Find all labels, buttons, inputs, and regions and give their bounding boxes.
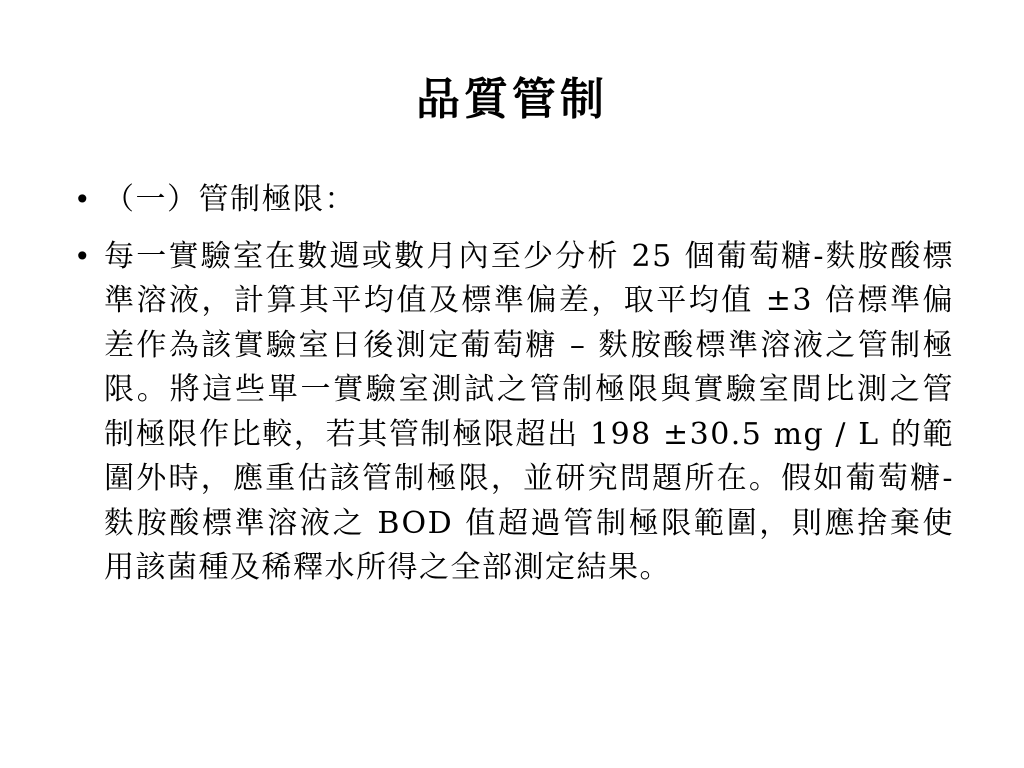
bullet-icon: • (74, 183, 93, 216)
bullet-item-procedure (70, 235, 970, 591)
bullet-text: 每一實驗室在數週或數月內至少分析 25 個葡萄糖-麩胺酸標準溶液，計算其平均值及標準偏差，取平均值 ±3 倍標準偏差作為該實驗室日後測定葡萄糖 – 麩胺酸標準溶液之管制極限。將這些單一實驗室測試之管制極限與實驗室間比測之管制極限作比較，若其管制極限超出 198 ±30.5 mg / L 的範圍外時，應重估該管制極限，並研究問題所在。假如葡萄糖-麩胺酸標準溶液之 BOD 值超過管制極限範圍，則應捨棄使用該菌種及稀釋水所得之全部測定結果。 (104, 238, 954, 585)
bullet-list (70, 178, 970, 603)
slide-title: 品質管制 (416, 74, 608, 125)
bullet-text: （一）管制極限： (104, 182, 356, 217)
bullet-item-control-limits (70, 178, 970, 223)
bullet-icon: • (74, 239, 93, 273)
